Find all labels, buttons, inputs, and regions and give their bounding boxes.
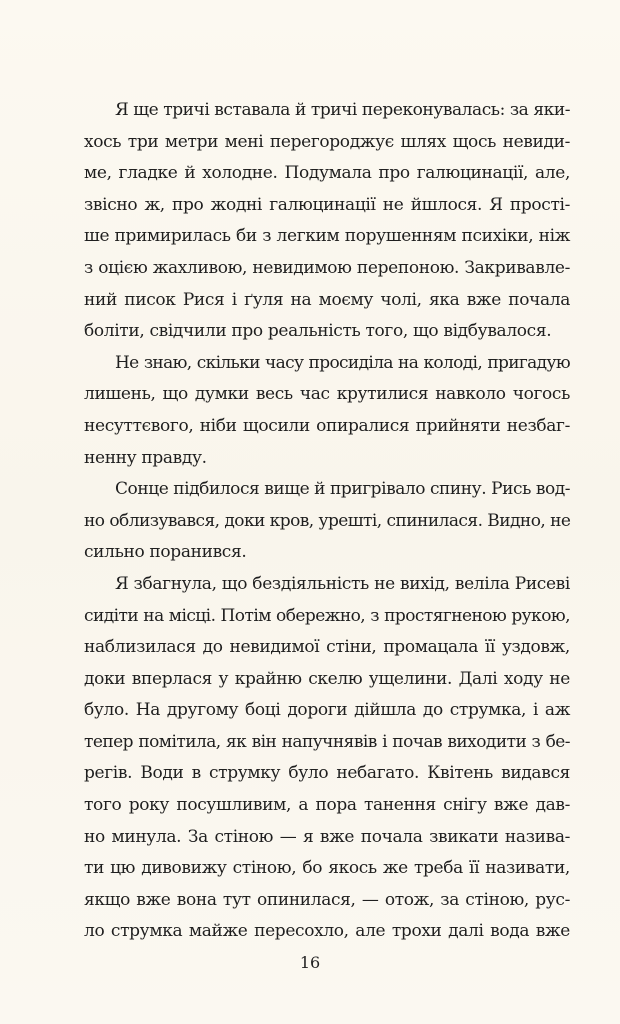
paragraph-4	[84, 569, 570, 948]
text-line: ме, гладке й холодне. Подумала про галюцинації, але,	[84, 163, 570, 184]
text-line: було. На другому боці дороги дійшла до струмка, і аж	[84, 700, 570, 721]
text-line: тепер помітила, як він напучнявів і почав виходити з бе-	[84, 731, 570, 752]
paragraph-3	[84, 474, 570, 569]
text-line: Я збагнула, що бездіяльність не вихід, веліла Рисеві	[115, 573, 570, 594]
page-number: 16	[299, 953, 321, 972]
text-line: сидіти на місці. Потім обережно, з простягненою рукою,	[84, 605, 570, 626]
text-line: ше примирилась би з легким порушенням психіки, ніж	[84, 226, 570, 247]
text-line: Сонце підбилося вище й пригрівало спину. Рись вод-	[115, 479, 571, 500]
body-text	[84, 95, 570, 948]
text-line: боліти, свідчили про реальність того, що відбувалося.	[84, 321, 552, 342]
text-line: ти цю дивовижу стіною, бо якось же треба її називати,	[84, 858, 570, 879]
text-line: ненну правду.	[84, 447, 207, 468]
text-line: наблизилася до невидимої стіни, промацала її уздовж,	[84, 637, 570, 658]
text-line: регів. Води в струмку було небагато. Квітень видався	[84, 763, 570, 784]
text-line: несуттєвого, ніби щосили опиралися прийняти незбаг-	[84, 415, 570, 436]
text-line: ло струмка майже пересохло, але трохи далі вода вже	[84, 921, 570, 942]
text-line: Не знаю, скільки часу просиділа на колоді, пригадую	[115, 352, 570, 373]
text-line: Я ще тричі вставала й тричі переконувалась: за яки-	[115, 100, 570, 120]
paragraph-2	[84, 348, 570, 474]
text-line: ний писок Рися і ґуля на моєму чолі, яка вже почала	[84, 289, 570, 310]
text-line: лишень, що думки весь час крутилися навколо чогось	[84, 384, 570, 405]
text-line: доки вперлася у крайню скелю ущелини. Далі ходу не	[84, 668, 570, 689]
text-line: якщо вже вона тут опинилася, — отож, за стіною, рус-	[84, 889, 570, 910]
text-line: но облизувався, доки кров, урешті, спинилася. Видно, не	[84, 510, 571, 531]
text-line: звісно ж, про жодні галюцинації не йшлося. Я прості-	[84, 194, 570, 215]
text-line: сильно поранився.	[84, 542, 247, 563]
text-line: хось три метри мені перегороджує шлях щось невиди-	[84, 131, 570, 152]
paragraph-1	[84, 95, 570, 348]
text-line: того року посушливим, а пора танення снігу вже дав-	[84, 795, 570, 816]
text-line: но минула. За стіною — я вже почала звикати назива-	[84, 826, 570, 847]
text-line: з оцією жахливою, невидимою перепоною. Закривавле-	[84, 257, 570, 278]
